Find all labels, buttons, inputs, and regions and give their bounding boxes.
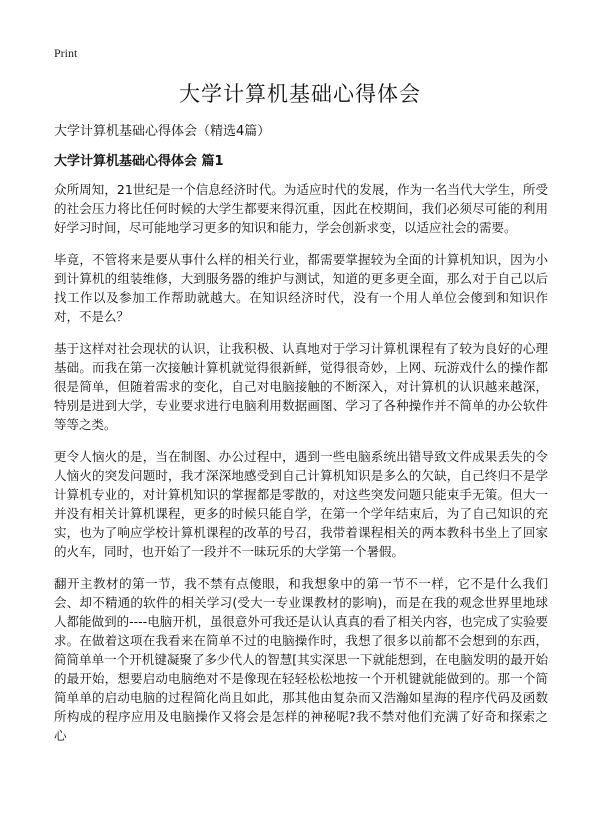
paragraph-2: 毕竟，不管将来是要从事什么样的相关行业，都需要掌握较为全面的计算机知识，因为小到计算机的组装维修，大到服务器的维护与测试，知道的更多更全面，那么对于自己以后找工作以及参加工作帮助就越大。在知识经济时代，没有一个用人单位会傻到和知识作对，不是么？	[54, 252, 548, 324]
paragraph-1: 众所周知，21世纪是一个信息经济时代。为适应时代的发展，作为一名当代大学生，所受的社会压力将比任何时候的大学生都要来得沉重，因此在校期间，我们必须尽可能的利用好学习时间，尽可能地学习更多的知识和能力，学会创新求变，以适应社会的需要。	[54, 182, 548, 235]
print-label: Print	[54, 46, 78, 60]
document-body	[54, 180, 548, 758]
document-title: 大学计算机基础心得体会	[179, 82, 421, 106]
paragraph-5: 翻开主教材的第一节，我不禁有点傻眼，和我想象中的第一节不一样，它不是什么我们会、却不精通的软件的相关学习(受大一专业课教材的影响)，而是在我的观念世界里地球人都能做到的----电脑开机，虽很意外可我还是认认真真的看了相关内容，也完成了实验要求。在做着这项在我看来在简单不过的电脑操作时，我想了很多以前都不会想到的东西，简简单单一个开机键凝聚了多少代人的智慧[其实深思一下就能想到，在电脑发明的最开始的最开始，想要启动电脑绝对不是像现在轻轻松松地按一个开机键就能做到的。那一个简简单单的启动电脑的过程简化尚且如此，那其他由复杂而又浩瀚如星海的程序代码及函数所构成的程序应用及电脑操作又将会是怎样的神秘呢?我不禁对他们充满了好奇和探索之心	[54, 576, 548, 743]
document-subtitle: 大学计算机基础心得体会（精选4篇）	[54, 124, 271, 139]
paragraph-3: 基于这样对社会现状的认识，让我积极、认真地对于学习计算机课程有了较为良好的心理基础。而我在第一次接触计算机就觉得很新鲜，觉得很奇妙，上网、玩游戏什么的操作都很是简单，但随着需求的变化，自己对电脑接触的不断深入，对计算机的认识越来越深，特别是进到大学，专业要求进行电脑利用数据画图、学习了各种操作并不简单的办公软件等等之类。	[54, 341, 548, 432]
paragraph-4: 更令人恼火的是，当在制图、办公过程中，遇到一些电脑系统出错导致文件成果丢失的令人恼火的突发问题时，我才深深地感受到自己计算机知识是多么的欠缺，自己终归不是学计算机专业的，对计算机知识的掌握都是零散的，对这些突发问题只能束手无策。但大一并没有相关计算机课程，更多的时候只能自学，在第一个学年结束后，为了自己知识的充实，也为了响应学校计算机课程的改革的号召，我带着课程相关的两本教科书坐上了回家的火车，同时，也开始了一段并不一昧玩乐的大学第一个暑假。	[54, 449, 548, 559]
section-heading: 大学计算机基础心得体会 篇1	[54, 154, 224, 169]
